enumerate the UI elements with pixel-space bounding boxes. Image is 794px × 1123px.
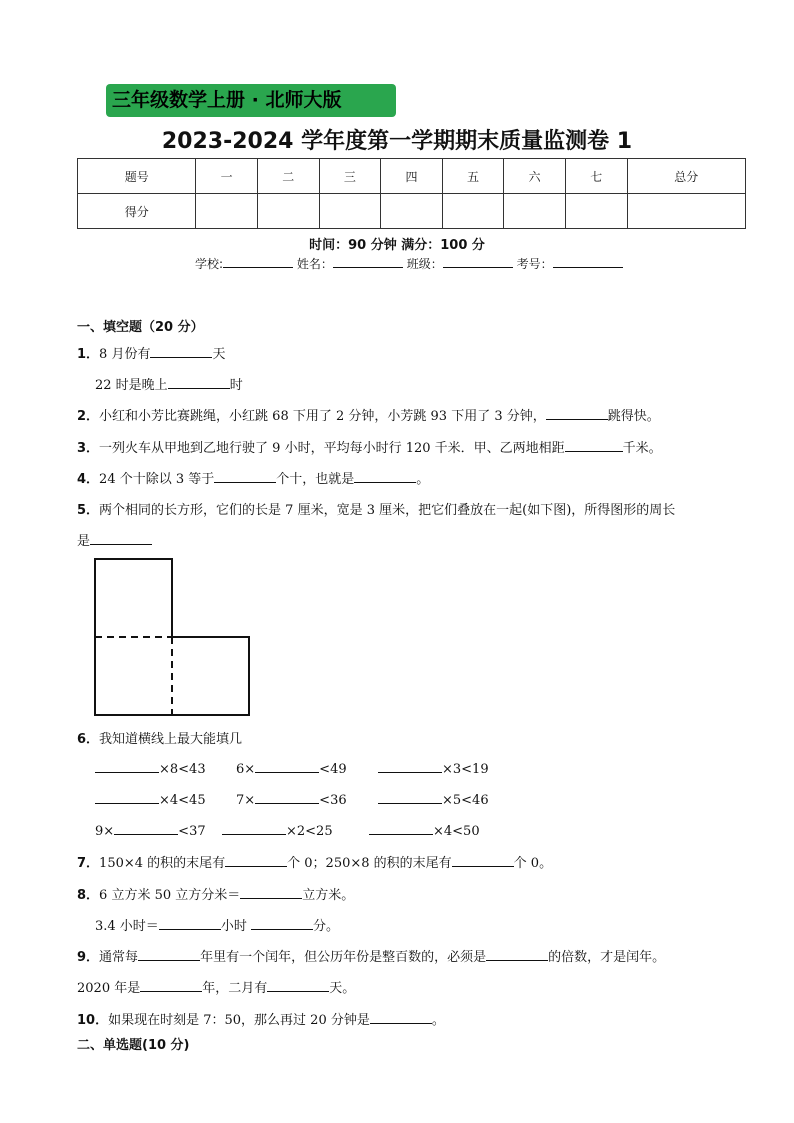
q6-text: <49 bbox=[319, 762, 347, 777]
answer-blank[interactable] bbox=[240, 886, 302, 899]
answer-blank[interactable] bbox=[267, 979, 329, 992]
q2-text-a: 小红和小芳比赛跳绳，小红跳 68 下用了 2 分钟，小芳跳 93 下用了 3 分钟， bbox=[99, 409, 546, 424]
q6-text: ×8<43 bbox=[159, 762, 206, 777]
q1-text-a: 8 月份有 bbox=[99, 347, 151, 362]
overlapping-rectangles-figure bbox=[94, 558, 254, 720]
q8-text-d: 小时 bbox=[220, 919, 247, 934]
answer-blank[interactable] bbox=[255, 791, 319, 804]
q6-row-1 bbox=[95, 760, 206, 777]
q6-text: ×2<25 bbox=[286, 824, 333, 839]
q9-text-e: 年，二月有 bbox=[202, 981, 268, 996]
question-1 bbox=[77, 343, 225, 362]
q2-text-b: 跳得快。 bbox=[607, 409, 660, 424]
q6-text: ×4<45 bbox=[159, 793, 206, 808]
q8-text-e: 分。 bbox=[312, 919, 339, 934]
score-cell[interactable] bbox=[442, 194, 504, 229]
score-header-cell: 五 bbox=[442, 159, 504, 194]
answer-blank[interactable] bbox=[354, 470, 416, 483]
question-9 bbox=[77, 946, 665, 965]
answer-blank[interactable] bbox=[546, 407, 608, 420]
q8-text-b: 立方米。 bbox=[302, 888, 355, 903]
q6-row-3-b bbox=[222, 822, 333, 839]
score-header-row bbox=[78, 159, 746, 194]
q1-text-b: 天 bbox=[212, 347, 226, 362]
score-header-cell: 四 bbox=[381, 159, 443, 194]
answer-blank[interactable] bbox=[114, 822, 178, 835]
q6-row-1-c bbox=[378, 760, 489, 777]
question-number: 4． bbox=[77, 472, 100, 487]
question-number: 6． bbox=[77, 732, 100, 747]
q7-text-a: 150×4 的积的末尾有 bbox=[99, 856, 226, 871]
score-header-cell: 七 bbox=[565, 159, 627, 194]
q7-text-b: 个 0；250×8 的积的末尾有 bbox=[287, 856, 452, 871]
score-cell[interactable] bbox=[319, 194, 381, 229]
class-label: 班级： bbox=[406, 257, 443, 271]
answer-blank[interactable] bbox=[95, 791, 159, 804]
q7-text-c: 个 0。 bbox=[513, 856, 553, 871]
score-cell[interactable] bbox=[196, 194, 258, 229]
question-5 bbox=[77, 499, 675, 518]
question-2 bbox=[77, 405, 660, 424]
q1-text-c: 22 时是晚上 bbox=[95, 378, 168, 393]
answer-blank[interactable] bbox=[150, 345, 212, 358]
score-header-cell: 六 bbox=[504, 159, 566, 194]
q6-row-2 bbox=[95, 791, 206, 808]
answer-blank[interactable] bbox=[378, 791, 442, 804]
q10-text-b: 。 bbox=[431, 1013, 445, 1028]
class-field[interactable] bbox=[443, 255, 513, 268]
answer-blank[interactable] bbox=[225, 854, 287, 867]
question-number: 3． bbox=[77, 441, 100, 456]
q3-text-b: 千米。 bbox=[622, 441, 662, 456]
q9-text-d: 2020 年是 bbox=[77, 981, 141, 996]
answer-blank[interactable] bbox=[168, 376, 230, 389]
score-header-cell: 题号 bbox=[78, 159, 196, 194]
q6-title: 我知道横线上最大能填几 bbox=[99, 732, 243, 747]
score-table bbox=[77, 158, 746, 229]
score-cell[interactable] bbox=[565, 194, 627, 229]
question-6 bbox=[77, 728, 242, 747]
name-label: 姓名： bbox=[296, 257, 333, 271]
q6-row-1-b bbox=[236, 760, 347, 777]
question-number: 9． bbox=[77, 950, 100, 965]
q6-row-2-c bbox=[378, 791, 489, 808]
q6-text: 9× bbox=[95, 824, 115, 839]
q9-text-f: 天。 bbox=[329, 981, 356, 996]
q3-text-a: 一列火车从甲地到乙地行驶了 9 小时，平均每小时行 120 千米．甲、乙两地相距 bbox=[99, 441, 565, 456]
question-3 bbox=[77, 437, 662, 456]
question-number: 2． bbox=[77, 409, 100, 424]
q8-text-a: 6 立方米 50 立方分米＝ bbox=[99, 888, 241, 903]
question-8-part-2 bbox=[95, 915, 339, 934]
q6-text: <37 bbox=[178, 824, 206, 839]
q5-text-b: 是 bbox=[77, 534, 91, 549]
q8-text-c: 3.4 小时＝ bbox=[95, 919, 159, 934]
question-10 bbox=[77, 1009, 445, 1028]
question-number: 8． bbox=[77, 888, 100, 903]
answer-blank[interactable] bbox=[369, 822, 433, 835]
school-label: 学校: bbox=[195, 257, 224, 271]
q6-text: 7× bbox=[236, 793, 256, 808]
answer-blank[interactable] bbox=[251, 917, 313, 930]
question-9-part-2 bbox=[77, 977, 355, 996]
score-cell[interactable] bbox=[504, 194, 566, 229]
q6-row-3 bbox=[95, 822, 206, 839]
score-header-cell: 总分 bbox=[627, 159, 745, 194]
q6-text: <36 bbox=[319, 793, 347, 808]
score-header-cell: 二 bbox=[257, 159, 319, 194]
q6-row-3-c bbox=[369, 822, 480, 839]
q6-text: ×4<50 bbox=[433, 824, 480, 839]
answer-blank[interactable] bbox=[486, 948, 548, 961]
score-row bbox=[78, 194, 746, 229]
answer-blank[interactable] bbox=[159, 917, 221, 930]
score-header-cell: 一 bbox=[196, 159, 258, 194]
q9-text-b: 年里有一个闰年，但公历年份是整百数的，必须是 bbox=[200, 950, 487, 965]
question-7 bbox=[77, 852, 552, 871]
answer-blank[interactable] bbox=[140, 979, 202, 992]
score-cell[interactable] bbox=[257, 194, 319, 229]
page-title: 2023-2024 学年度第一学期期末质量监测卷 1 bbox=[161, 129, 633, 154]
answer-blank[interactable] bbox=[378, 760, 442, 773]
answer-blank[interactable] bbox=[138, 948, 200, 961]
section1-title: 一、填空题（20 分） bbox=[77, 320, 204, 335]
q4-text-b: 个十，也就是 bbox=[276, 472, 355, 487]
exam-no-field[interactable] bbox=[553, 255, 623, 268]
answer-blank[interactable] bbox=[214, 470, 276, 483]
answer-blank[interactable] bbox=[222, 822, 286, 835]
answer-blank[interactable] bbox=[370, 1011, 432, 1024]
student-info-line bbox=[195, 255, 623, 272]
grade-badge: 三年级数学上册 · 北师大版 bbox=[106, 84, 396, 117]
question-4 bbox=[77, 468, 429, 487]
exam-no-label: 考号： bbox=[516, 257, 553, 271]
q9-text-a: 通常每 bbox=[99, 950, 139, 965]
question-number: 5． bbox=[77, 503, 100, 518]
time-score-line: 时间：90 分钟 满分：100 分 bbox=[309, 238, 485, 253]
q5-text-a: 两个相同的长方形，它们的长是 7 厘米，宽是 3 厘米，把它们叠放在一起(如下图)，所得图形的周长 bbox=[99, 503, 676, 518]
answer-blank[interactable] bbox=[452, 854, 514, 867]
q9-text-c: 的倍数，才是闰年。 bbox=[548, 950, 666, 965]
question-5-part-2 bbox=[77, 530, 152, 549]
name-field[interactable] bbox=[333, 255, 403, 268]
q10-text-a: 如果现在时刻是 7：50，那么再过 20 分钟是 bbox=[108, 1013, 370, 1028]
question-number: 10． bbox=[77, 1013, 109, 1028]
score-row-label: 得分 bbox=[78, 194, 196, 229]
score-cell[interactable] bbox=[627, 194, 745, 229]
q6-row-2-b bbox=[236, 791, 347, 808]
q4-text-c: 。 bbox=[416, 472, 430, 487]
answer-blank[interactable] bbox=[95, 760, 159, 773]
score-header-cell: 三 bbox=[319, 159, 381, 194]
q1-text-d: 时 bbox=[229, 378, 243, 393]
answer-blank[interactable] bbox=[255, 760, 319, 773]
q4-text-a: 24 个十除以 3 等于 bbox=[99, 472, 215, 487]
score-cell[interactable] bbox=[381, 194, 443, 229]
section2-title: 二、单选题(10 分) bbox=[77, 1038, 190, 1053]
answer-blank[interactable] bbox=[565, 439, 623, 452]
school-field[interactable] bbox=[223, 255, 293, 268]
q6-text: ×5<46 bbox=[442, 793, 489, 808]
question-number: 7． bbox=[77, 856, 100, 871]
question-number: 1． bbox=[77, 347, 100, 362]
answer-blank[interactable] bbox=[90, 532, 152, 545]
question-1-part-2 bbox=[95, 374, 243, 393]
question-8 bbox=[77, 884, 354, 903]
q6-text: ×3<19 bbox=[442, 762, 489, 777]
q6-text: 6× bbox=[236, 762, 256, 777]
